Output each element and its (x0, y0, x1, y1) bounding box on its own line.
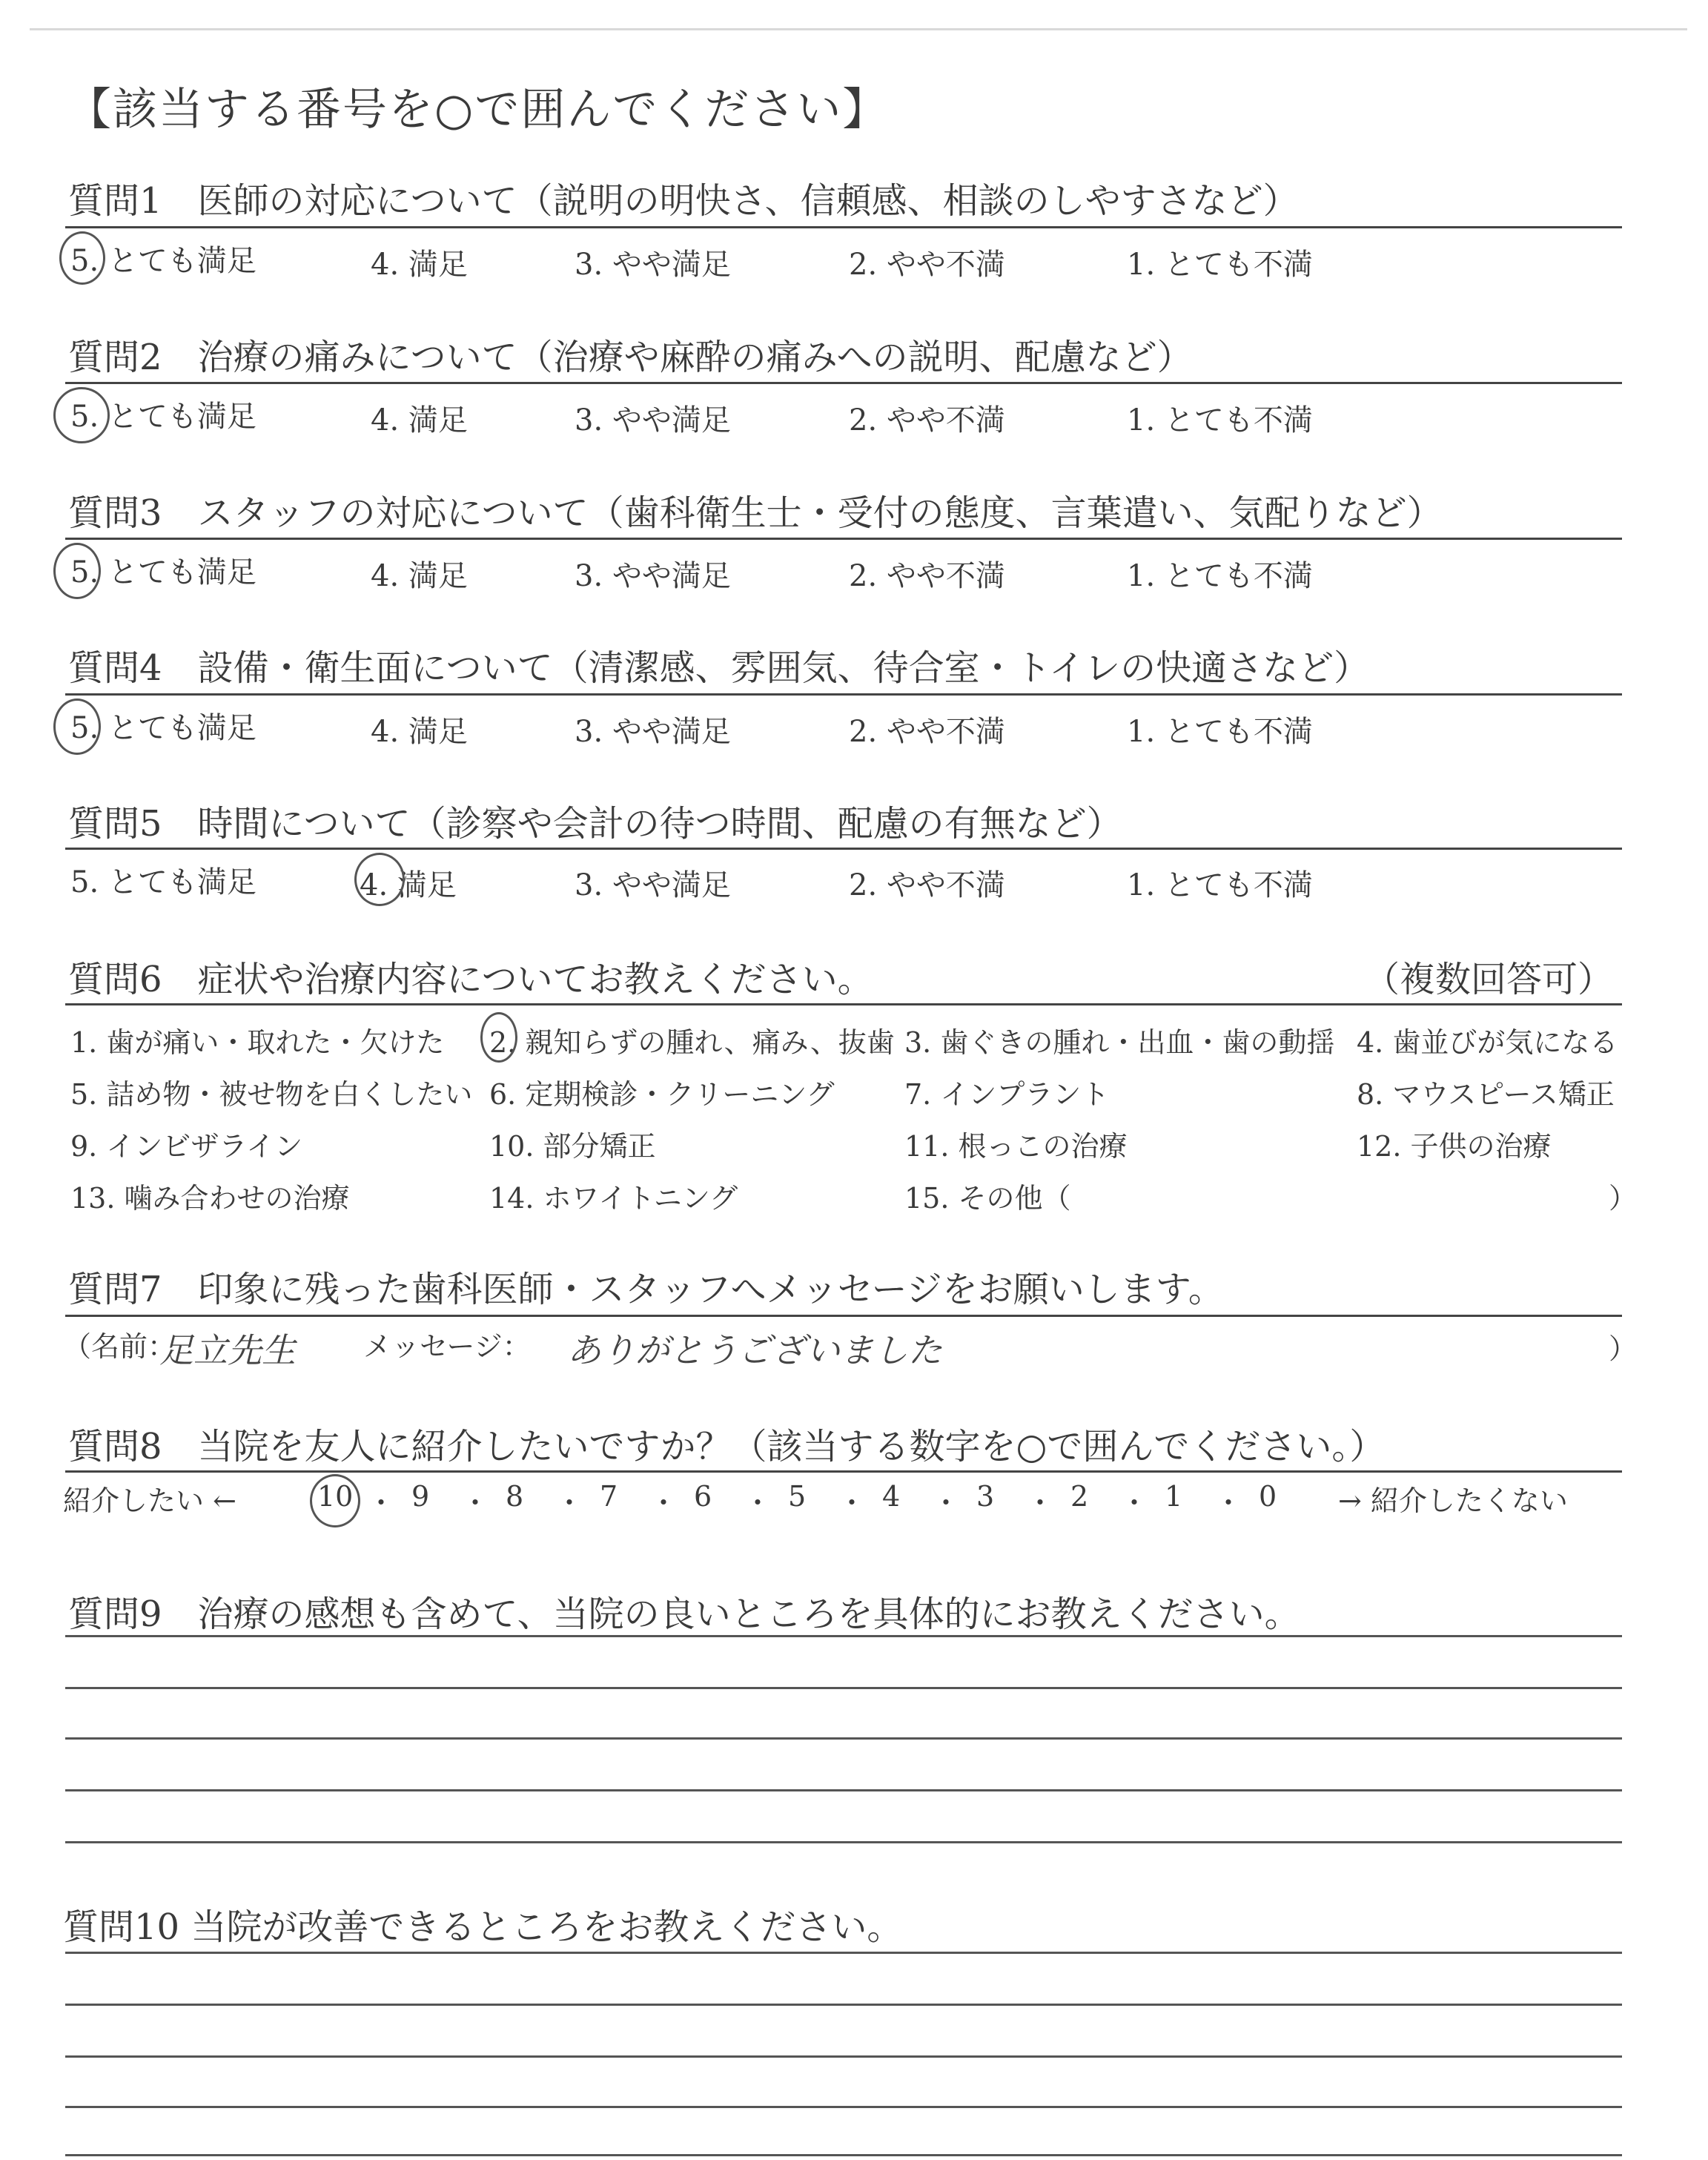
question-4-rule (65, 693, 1622, 696)
q8-separator-dot: ・ (744, 1487, 772, 1519)
q8-number-6[interactable]: 6 (694, 1480, 712, 1513)
q10-answer-line[interactable] (65, 2055, 1622, 2058)
q5-option-1[interactable]: 1. とても不満 (1127, 868, 1313, 902)
q3-selection-circle (53, 543, 101, 599)
question-9-label: 質問9 治療の感想も含めて、当院の良いところを具体的にお教えください。 (68, 1593, 1300, 1635)
question-1-rule (65, 226, 1622, 228)
q6-item[interactable]: 5. 詰め物・被せ物を白くしたい (70, 1078, 473, 1111)
q10-answer-line[interactable] (65, 2004, 1622, 2006)
q8-number-4[interactable]: 4 (882, 1480, 901, 1513)
q5-option-4[interactable]: 4. 満足 (360, 868, 457, 902)
question-7-label: 質問7 印象に残った歯科医師・スタッフへメッセージをお願いします。 (68, 1269, 1224, 1310)
q3-option-5[interactable]: 5. とても満足 (70, 555, 256, 589)
q6-item[interactable]: 9. インビザライン (70, 1130, 303, 1163)
q2-option-3[interactable]: 3. やや満足 (575, 403, 731, 437)
q6-item[interactable]: 4. 歯並びが気になる (1357, 1026, 1618, 1059)
q5-option-2[interactable]: 2. やや不満 (849, 868, 1005, 902)
question-7-rule (65, 1315, 1622, 1317)
q10-answer-line[interactable] (65, 2154, 1622, 2156)
q4-option-4[interactable]: 4. 満足 (371, 715, 468, 749)
q6-item[interactable]: 7. インプラント (904, 1078, 1110, 1111)
q8-separator-dot: ・ (461, 1487, 490, 1519)
q1-option-5[interactable]: 5. とても満足 (70, 244, 256, 278)
question-5-rule (65, 848, 1622, 850)
q4-option-1[interactable]: 1. とても不満 (1127, 715, 1313, 749)
q3-option-4[interactable]: 4. 満足 (371, 559, 468, 593)
q10-answer-line[interactable] (65, 1952, 1622, 1954)
q6-item[interactable]: 11. 根っこの治療 (904, 1130, 1128, 1163)
question-6-label: 質問6 症状や治療内容についてお教えください。 (68, 959, 873, 1000)
q3-option-2[interactable]: 2. やや不満 (849, 559, 1005, 593)
q1-option-4[interactable]: 4. 満足 (371, 248, 468, 282)
q7-message-handwritten[interactable]: ありがとうございました (567, 1330, 942, 1370)
q6-item[interactable]: 3. 歯ぐきの腫れ・出血・歯の動揺 (904, 1026, 1335, 1059)
q9-answer-line[interactable] (65, 1635, 1622, 1637)
q8-number-2[interactable]: 2 (1070, 1480, 1089, 1513)
question-4-label: 質問4 設備・衛生面について（清潔感、雰囲気、待合室・トイレの快適さなど） (68, 647, 1370, 689)
q4-option-5[interactable]: 5. とても満足 (70, 711, 256, 745)
q1-selection-circle (59, 231, 105, 285)
q6-item[interactable]: 14. ホワイトニング (489, 1182, 738, 1215)
question-3-label: 質問3 スタッフの対応について（歯科衛生士・受付の態度、言葉遣い、気配りなど） (68, 492, 1443, 534)
q6-item[interactable]: 1. 歯が痛い・取れた・欠けた (70, 1026, 445, 1059)
q6-item[interactable]: 13. 噛み合わせの治療 (70, 1182, 350, 1215)
q3-option-3[interactable]: 3. やや満足 (575, 559, 731, 593)
q8-number-7[interactable]: 7 (600, 1480, 618, 1513)
q8-number-9[interactable]: 9 (411, 1480, 430, 1513)
q8-separator-dot: ・ (932, 1487, 961, 1519)
q7-close-paren: ） (1609, 1332, 1638, 1365)
q2-option-5[interactable]: 5. とても満足 (70, 400, 256, 434)
q3-option-1[interactable]: 1. とても不満 (1127, 559, 1313, 593)
q4-option-2[interactable]: 2. やや不満 (849, 715, 1005, 749)
question-6-rule (65, 1003, 1622, 1005)
q8-number-8[interactable]: 8 (506, 1480, 524, 1513)
q2-option-4[interactable]: 4. 満足 (371, 403, 468, 437)
q1-option-1[interactable]: 1. とても不満 (1127, 248, 1313, 282)
q8-left-label: 紹介したい ← (63, 1484, 236, 1517)
q5-selection-circle (354, 853, 405, 906)
q6-other-close: ） (1609, 1182, 1638, 1215)
q9-answer-line[interactable] (65, 1737, 1622, 1740)
q4-option-3[interactable]: 3. やや満足 (575, 715, 731, 749)
q5-option-5[interactable]: 5. とても満足 (70, 865, 256, 899)
q8-separator-dot: ・ (649, 1487, 678, 1519)
q4-selection-circle (53, 698, 101, 755)
q8-selection-circle (310, 1474, 360, 1527)
question-2-label: 質問2 治療の痛みについて（治療や麻酔の痛みへの説明、配慮など） (68, 337, 1193, 378)
q6-item[interactable]: 12. 子供の治療 (1357, 1130, 1552, 1163)
q8-number-3[interactable]: 3 (976, 1480, 995, 1513)
q10-answer-line[interactable] (65, 2106, 1622, 2108)
q1-option-2[interactable]: 2. やや不満 (849, 248, 1005, 282)
q8-separator-dot: ・ (367, 1487, 396, 1519)
q9-answer-line[interactable] (65, 1687, 1622, 1689)
q6-selection-circle (480, 1012, 517, 1063)
q8-number-0[interactable]: 0 (1259, 1480, 1277, 1513)
q5-option-3[interactable]: 3. やや満足 (575, 868, 731, 902)
q8-separator-dot: ・ (1026, 1487, 1055, 1519)
question-8-rule (65, 1470, 1622, 1473)
q6-item[interactable]: 2. 親知らずの腫れ、痛み、抜歯 (489, 1026, 895, 1059)
question-2-rule (65, 382, 1622, 384)
q9-answer-line[interactable] (65, 1841, 1622, 1843)
q8-number-10[interactable]: 10 (317, 1480, 354, 1513)
q2-option-1[interactable]: 1. とても不満 (1127, 403, 1313, 437)
q8-separator-dot: ・ (1120, 1487, 1149, 1519)
q6-item[interactable]: 10. 部分矯正 (489, 1130, 656, 1163)
q8-separator-dot: ・ (555, 1487, 584, 1519)
q9-answer-line[interactable] (65, 1789, 1622, 1791)
q8-number-5[interactable]: 5 (788, 1480, 807, 1513)
scan-top-edge (30, 28, 1687, 30)
q8-separator-dot: ・ (838, 1487, 867, 1519)
q2-selection-circle (53, 387, 110, 443)
q8-right-label: → 紹介したくない (1338, 1484, 1568, 1517)
q6-item[interactable]: 6. 定期検診・クリーニング (489, 1078, 835, 1111)
question-3-rule (65, 538, 1622, 540)
question-10-label: 質問10 当院が改善できるところをお教えください。 (63, 1906, 903, 1948)
q7-name-handwritten[interactable]: 足立先生 (159, 1330, 296, 1370)
question-6-note: （複数回答可） (1364, 959, 1614, 1000)
q8-number-1[interactable]: 1 (1165, 1480, 1183, 1513)
q7-name-label: （名前： (63, 1330, 176, 1363)
q2-option-2[interactable]: 2. やや不満 (849, 403, 1005, 437)
q6-item[interactable]: 15. その他（ (904, 1182, 1071, 1215)
question-1-label: 質問1 医師の対応について（説明の明快さ、信頼感、相談のしやすさなど） (68, 180, 1299, 222)
q1-option-3[interactable]: 3. やや満足 (575, 248, 731, 282)
q7-message-label: メッセージ： (363, 1330, 531, 1363)
q8-separator-dot: ・ (1214, 1487, 1243, 1519)
question-5-label: 質問5 時間について（診察や会計の待つ時間、配慮の有無など） (68, 803, 1122, 845)
page-title: 【該当する番号を○で囲んでください】 (67, 84, 889, 136)
question-8-label: 質問8 当院を友人に紹介したいですか？（該当する数字を○で囲んでください。） (68, 1426, 1386, 1467)
q6-item[interactable]: 8. マウスピース矯正 (1357, 1078, 1615, 1111)
